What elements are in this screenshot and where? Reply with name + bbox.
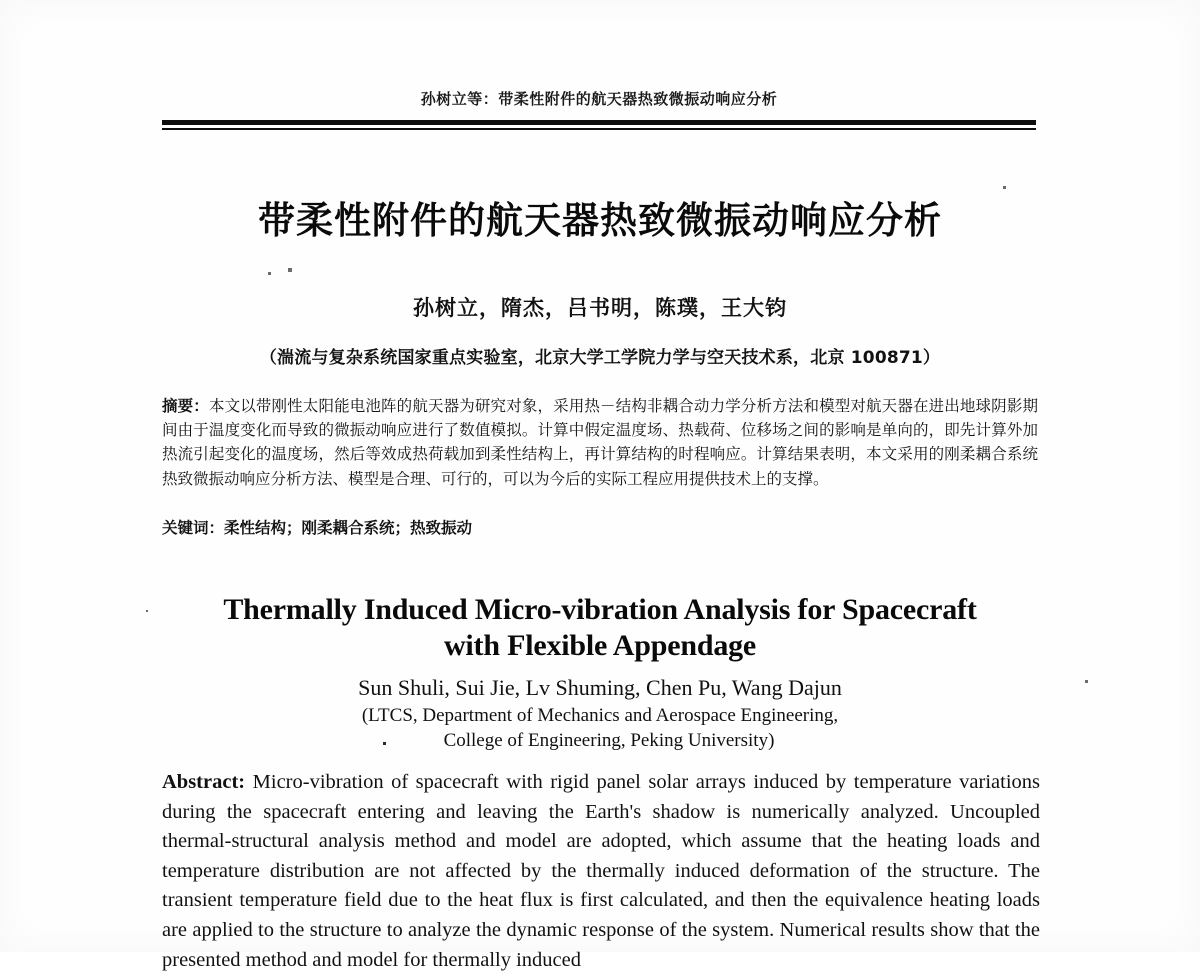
scan-speckle <box>1085 680 1088 683</box>
english-title-line-2: with Flexible Appendage <box>443 629 757 662</box>
chinese-abstract-label: 摘要： <box>162 397 209 415</box>
english-affiliation-line-1: (LTCS, Department of Mechanics and Aerospace Engineering, <box>361 705 839 726</box>
chinese-title: 带柔性附件的航天器热致微振动响应分析 <box>258 199 942 242</box>
english-abstract <box>162 768 1040 975</box>
scan-artifact-dot <box>383 742 386 745</box>
english-affiliation-line-2: College of Engineering, Peking University) <box>443 730 775 751</box>
english-abstract-label: Abstract: <box>162 771 246 793</box>
english-abstract-body: Micro-vibration of spacecraft with rigid panel solar arrays induced by temperature variations during the spacecraft entering and leaving the Earth's shadow is numerically analyzed. Uncoupled thermal-structural analysis method and model are adopted, which assume that the heating loads and temperature distribution are not affected by the thermally induced deformation of the structure. The transient temperature field due to the heat flux is first calculated, and then the equivalence heating loads are applied to the structure to analyze the dynamic response of the system. Numerical results show that the presented method and model for thermally induced <box>162 771 1040 971</box>
scan-speckle <box>146 610 148 612</box>
scan-speckle <box>268 272 271 275</box>
scan-speckle <box>1003 186 1006 189</box>
english-affiliation <box>120 703 1080 753</box>
english-author-list: Sun Shuli, Sui Jie, Lv Shuming, Chen Pu, Wang Dajun <box>358 675 842 700</box>
header-rule-thin <box>162 128 1036 130</box>
chinese-author-list: 孙树立，隋杰，吕书明，陈璞，王大钧 <box>413 296 787 320</box>
chinese-abstract <box>162 394 1038 491</box>
running-header: 孙树立等：带柔性附件的航天器热致微振动响应分析 <box>420 90 778 108</box>
scan-speckle <box>288 268 292 272</box>
english-title <box>120 592 1080 664</box>
english-title-line-1: Thermally Induced Micro-vibration Analysis for Spacecraft <box>223 593 977 626</box>
chinese-affiliation: （湍流与复杂系统国家重点实验室，北京大学工学院力学与空天技术系，北京 100871） <box>259 348 941 368</box>
chinese-abstract-body: 本文以带刚性太阳能电池阵的航天器为研究对象，采用热－结构非耦合动力学分析方法和模型对航天器在进出地球阴影期间由于温度变化而导致的微振动响应进行了数值模拟。计算中假定温度场、热载荷、位移场之间的影响是单向的，即先计算外加热流引起变化的温度场，然后等效成热荷载加到柔性结构上，再计算结构的时程响应。计算结果表明，本文采用的刚柔耦合系统热致微振动响应分析方法、模型是合理、可行的，可以为今后的实际工程应用提供技术上的支撑。 <box>162 397 1038 488</box>
header-rule-thick <box>162 120 1036 125</box>
chinese-keywords: 关键词：柔性结构；刚柔耦合系统；热致振动 <box>162 519 473 537</box>
